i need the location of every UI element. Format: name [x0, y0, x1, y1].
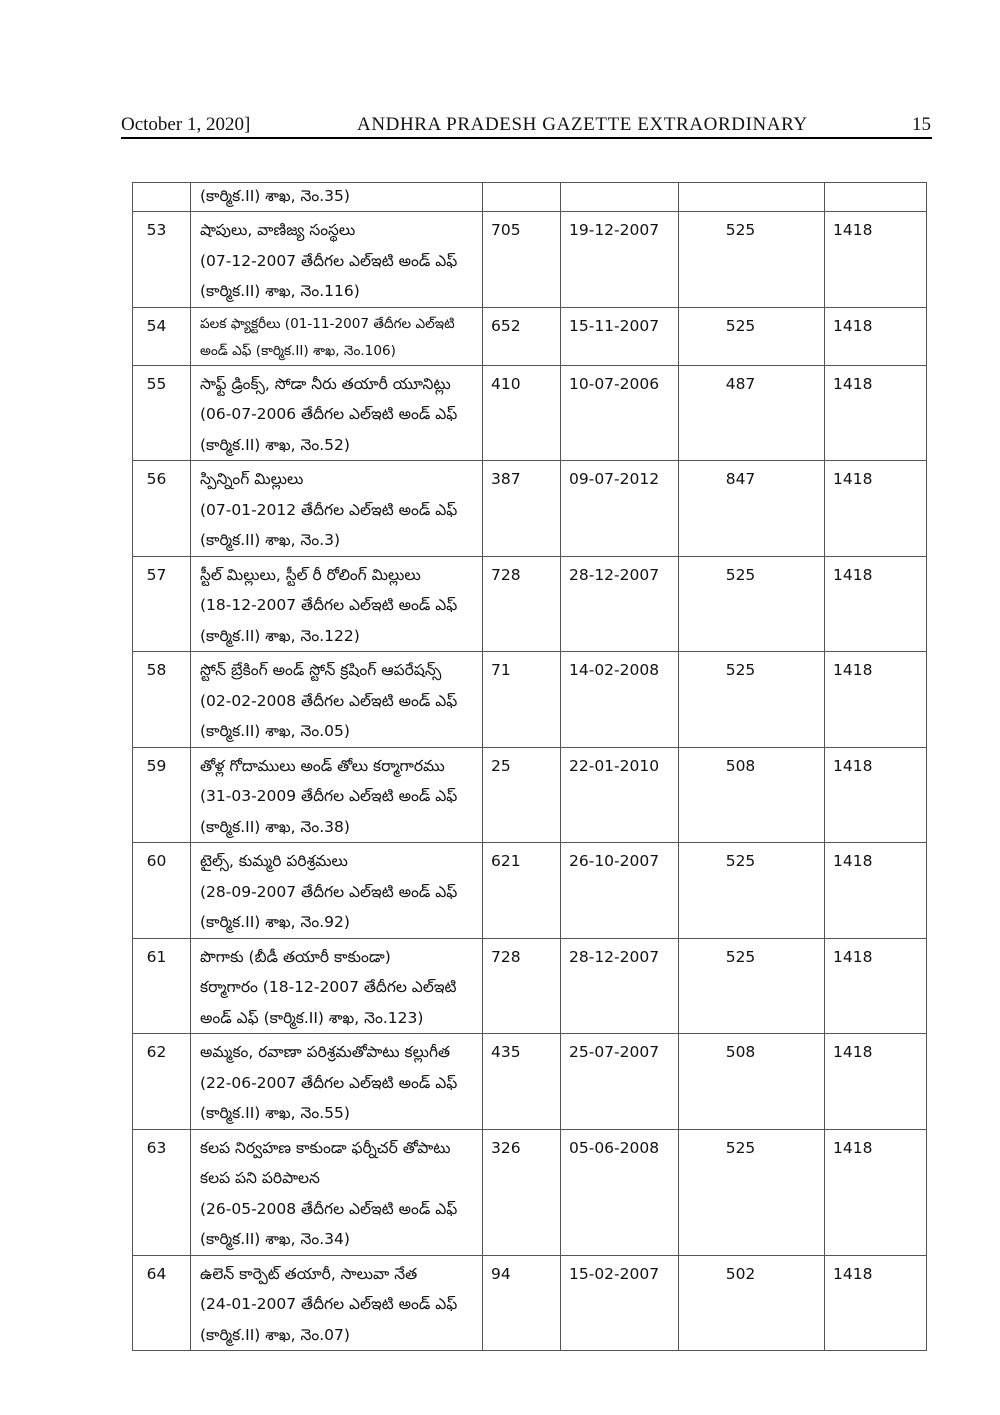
table-row — [133, 938, 927, 1034]
description-line: పలక ఫ్యాక్టరీలు (01-11-2007 తేదీగల ఎల్‌ఇటి — [200, 315, 455, 332]
notification-number-cell: 621 — [483, 843, 561, 939]
rate-cell: 1418 — [825, 461, 927, 557]
notification-date-cell: 14-02-2008 — [561, 652, 679, 748]
description-line: (కార్మిక.II) శాఖ, నెం.116) — [200, 282, 360, 300]
points-cell: 487 — [679, 365, 825, 461]
table-row — [133, 1034, 927, 1130]
description-line: అమ్మకం, రవాణా పరిశ్రమతోపాటు కల్లుగీత — [200, 1043, 451, 1061]
rate-cell: 1418 — [825, 556, 927, 652]
description-cell — [191, 365, 483, 461]
description-line: ఉలెన్ కార్పెట్ తయారీ, సాలువా నేత — [200, 1264, 418, 1283]
notification-date-cell: 19-12-2007 — [561, 212, 679, 308]
description-line: (కార్మిక.II) శాఖ, నెం.07) — [200, 1325, 350, 1344]
notification-number-cell: 410 — [483, 365, 561, 461]
table-row — [133, 556, 927, 652]
rate-cell: 1418 — [825, 212, 927, 308]
serial-number-cell: 55 — [133, 365, 191, 461]
notification-date-cell: 15-11-2007 — [561, 307, 679, 365]
points-cell: 502 — [679, 1255, 825, 1351]
serial-number-cell: 58 — [133, 652, 191, 748]
description-cell — [191, 938, 483, 1034]
description-line: (కార్మిక.II) శాఖ, నెం.3) — [200, 531, 341, 549]
notification-number-cell: 435 — [483, 1034, 561, 1130]
points-cell: 525 — [679, 307, 825, 365]
description-line: (కార్మిక.II) శాఖ, నెం.05) — [200, 722, 350, 740]
points-cell: 847 — [679, 461, 825, 557]
serial-number-cell: 60 — [133, 843, 191, 939]
table-row — [133, 183, 927, 212]
rate-cell: 1418 — [825, 1255, 927, 1351]
points-cell: 525 — [679, 212, 825, 308]
points-cell — [679, 183, 825, 212]
wage-table — [132, 182, 927, 1351]
points-cell: 508 — [679, 1034, 825, 1130]
notification-number-cell: 652 — [483, 307, 561, 365]
description-line: (కార్మిక.II) శాఖ, నెం.35) — [200, 187, 350, 205]
description-cell — [191, 461, 483, 557]
table-row — [133, 461, 927, 557]
description-line: (02-02-2008 తేదీగల ఎల్‌ఇటి అండ్ ఎఫ్ — [200, 691, 458, 710]
description-line: (18-12-2007 తేదీగల ఎల్‌ఇటి అండ్ ఎఫ్ — [200, 596, 458, 614]
description-line: (07-12-2007 తేదీగల ఎల్‌ఇటి అండ్ ఎఫ్ — [200, 251, 458, 270]
table-row — [133, 365, 927, 461]
description-line: (06-07-2006 తేదీగల ఎల్‌ఇటి అండ్ ఎఫ్ — [200, 405, 458, 423]
notification-number-cell: 387 — [483, 461, 561, 557]
rate-cell: 1418 — [825, 365, 927, 461]
serial-number-cell — [133, 183, 191, 212]
description-cell — [191, 556, 483, 652]
notification-number-cell: 94 — [483, 1255, 561, 1351]
serial-number-cell: 61 — [133, 938, 191, 1034]
description-line: (కార్మిక.II) శాఖ, నెం.34) — [200, 1230, 350, 1248]
description-cell — [191, 1255, 483, 1351]
notification-date-cell: 15-02-2007 — [561, 1255, 679, 1351]
description-line: అండ్ ఎఫ్ (కార్మిక.II) శాఖ, నెం.123) — [200, 1008, 424, 1027]
description-line: కలప నిర్వహణ కాకుండా ఫర్నీచర్ తోపాటు — [200, 1138, 451, 1157]
notification-date-cell — [561, 183, 679, 212]
description-line: పొగాకు (బీడీ తయారీ కాకుండా) — [200, 947, 391, 966]
rate-cell: 1418 — [825, 938, 927, 1034]
description-line: టైల్స్, కుమ్మరి పరిశ్రమలు — [200, 852, 348, 870]
table-row — [133, 843, 927, 939]
description-line: షాపులు, వాణిజ్య సంస్థలు — [200, 221, 356, 239]
page-number: 15 — [912, 114, 931, 135]
notification-date-cell: 22-01-2010 — [561, 747, 679, 843]
notification-number-cell: 728 — [483, 556, 561, 652]
description-line: (కార్మిక.II) శాఖ, నెం.38) — [200, 817, 350, 836]
rate-cell: 1418 — [825, 843, 927, 939]
table-row — [133, 1129, 927, 1255]
notification-date-cell: 28-12-2007 — [561, 938, 679, 1034]
table-row — [133, 212, 927, 308]
table-row — [133, 747, 927, 843]
notification-date-cell: 05-06-2008 — [561, 1129, 679, 1255]
points-cell: 525 — [679, 843, 825, 939]
description-line: అండ్ ఎఫ్ (కార్మిక.II) శాఖ, నెం.106) — [200, 342, 396, 359]
table-row — [133, 307, 927, 365]
table-row — [133, 652, 927, 748]
rate-cell — [825, 183, 927, 212]
serial-number-cell: 62 — [133, 1034, 191, 1130]
notification-number-cell: 25 — [483, 747, 561, 843]
description-line: కలప పని పరిపాలన — [200, 1169, 320, 1187]
description-cell — [191, 212, 483, 308]
description-line: (కార్మిక.II) శాఖ, నెం.55) — [200, 1104, 350, 1122]
points-cell: 525 — [679, 938, 825, 1034]
description-line: (07-01-2012 తేదీగల ఎల్‌ఇటి అండ్ ఎఫ్ — [200, 500, 458, 519]
notification-number-cell: 326 — [483, 1129, 561, 1255]
rate-cell: 1418 — [825, 652, 927, 748]
rate-cell: 1418 — [825, 1129, 927, 1255]
rate-cell: 1418 — [825, 307, 927, 365]
description-cell — [191, 183, 483, 212]
notification-number-cell: 728 — [483, 938, 561, 1034]
serial-number-cell: 56 — [133, 461, 191, 557]
description-cell — [191, 652, 483, 748]
description-cell — [191, 307, 483, 365]
header-rule — [121, 137, 932, 139]
notification-date-cell: 25-07-2007 — [561, 1034, 679, 1130]
points-cell: 508 — [679, 747, 825, 843]
points-cell: 525 — [679, 556, 825, 652]
description-line: (కార్మిక.II) శాఖ, నెం.122) — [200, 626, 360, 645]
notification-date-cell: 26-10-2007 — [561, 843, 679, 939]
serial-number-cell: 53 — [133, 212, 191, 308]
notification-number-cell: 705 — [483, 212, 561, 308]
points-cell: 525 — [679, 652, 825, 748]
serial-number-cell: 63 — [133, 1129, 191, 1255]
points-cell: 525 — [679, 1129, 825, 1255]
description-line: (కార్మిక.II) శాఖ, నెం.52) — [200, 435, 350, 454]
notification-date-cell: 28-12-2007 — [561, 556, 679, 652]
description-line: తోళ్ల గోదాములు అండ్ తోలు కర్మాగారము — [200, 756, 445, 775]
rate-cell: 1418 — [825, 1034, 927, 1130]
rate-cell: 1418 — [825, 747, 927, 843]
description-cell — [191, 1129, 483, 1255]
description-line: (24-01-2007 తేదీగల ఎల్‌ఇటి అండ్ ఎఫ్ — [200, 1295, 458, 1313]
table-row — [133, 1255, 927, 1351]
description-line: స్టోన్ బ్రేకింగ్ అండ్ స్టోన్ క్రషింగ్ ఆపరేషన్స్ — [200, 661, 442, 679]
notification-number-cell: 71 — [483, 652, 561, 748]
description-cell — [191, 1034, 483, 1130]
serial-number-cell: 54 — [133, 307, 191, 365]
description-cell — [191, 747, 483, 843]
table-body — [133, 183, 927, 1351]
header-date: October 1, 2020] — [121, 114, 251, 135]
notification-date-cell: 10-07-2006 — [561, 365, 679, 461]
serial-number-cell: 57 — [133, 556, 191, 652]
notification-date-cell: 09-07-2012 — [561, 461, 679, 557]
description-line: స్టీల్ మిల్లులు, స్టీల్ రీ రోలింగ్ మిల్లులు — [200, 565, 421, 584]
page-header — [121, 112, 931, 138]
description-line: (22-06-2007 తేదీగల ఎల్‌ఇటి అండ్ ఎఫ్ — [200, 1073, 458, 1092]
description-line: (28-09-2007 తేదీగల ఎల్‌ఇటి అండ్ ఎఫ్ — [200, 882, 458, 901]
notification-number-cell — [483, 183, 561, 212]
description-line: స్పిన్నింగ్ మిల్లులు — [200, 470, 304, 488]
description-line: సాఫ్ట్ డ్రింక్స్, సోడా నీరు తయారీ యూనిట్లు — [200, 374, 451, 393]
serial-number-cell: 59 — [133, 747, 191, 843]
description-cell — [191, 843, 483, 939]
description-line: కర్మాగారం (18-12-2007 తేదీగల ఎల్‌ఇటి — [200, 978, 457, 996]
description-line: (కార్మిక.II) శాఖ, నెం.92) — [200, 913, 350, 931]
description-line: (31-03-2009 తేదీగల ఎల్‌ఇటి అండ్ ఎఫ్ — [200, 787, 458, 805]
header-title: ANDHRA PRADESH GAZETTE EXTRAORDINARY — [357, 114, 808, 135]
description-line: (26-05-2008 తేదీగల ఎల్‌ఇటి అండ్ ఎఫ్ — [200, 1199, 458, 1218]
serial-number-cell: 64 — [133, 1255, 191, 1351]
